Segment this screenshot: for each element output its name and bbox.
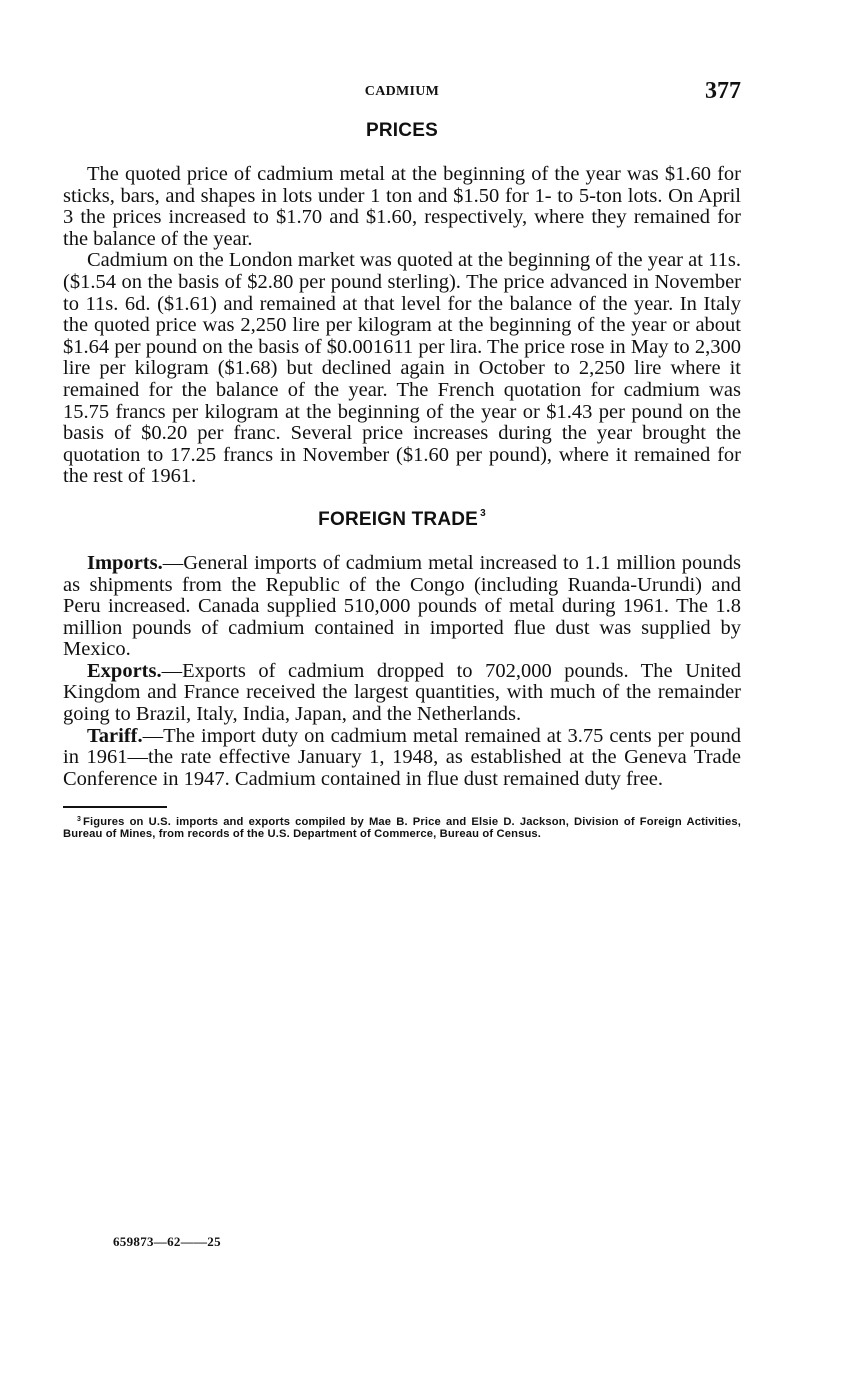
imports-paragraph bbox=[63, 553, 741, 661]
prices-paragraph-2: Cadmium on the London market was quoted at the beginning of the year at 11s. ($1.54 on the basis of $2.80 per pound sterling). The price advanced in November to 11s. 6d. ($1.61) and remained at that level for the balance of the year. In Italy the quoted price was 2,250 lire per kilogram at the beginning of the year or about $1.64 per pound on the basis of $0.001611 per lira. The price rose in May to 2,300 lire per kilogram ($1.68) but declined again in October to 2,250 lire where it remained for the balance of the year. The French quotation for cadmium was 15.75 francs per kilogram at the beginning of the year or $1.43 per pound on the basis of $0.20 per franc. Several price increases during the year brought the quotation to 17.25 francs in November ($1.60 per pound), where it remained for the rest of 1961. bbox=[63, 249, 741, 488]
exports-label: Exports. bbox=[87, 659, 162, 682]
section-heading-prices: PRICES bbox=[366, 120, 438, 141]
footnote bbox=[63, 814, 741, 840]
page bbox=[63, 78, 741, 840]
exports-text: —Exports of cadmium dropped to 702,000 pounds. The United Kingdom and France received the largest quantities, with much of the remainder going to Brazil, Italy, India, Japan, and the Netherlands. bbox=[63, 659, 741, 726]
imports-text: —General imports of cadmium metal increased to 1.1 million pounds as shipments from the Republic of the Congo (including Ruanda-Urundi) and Peru increased. Canada supplied 510,000 pounds of metal during 1961. The 1.8 million pounds of cadmium contained in imported flue dust was supplied by Mexico. bbox=[63, 551, 741, 661]
tariff-label: Tariff. bbox=[87, 724, 143, 747]
tariff-text: —The import duty on cadmium metal remained at 3.75 cents per pound in 1961—the rate effective January 1, 1948, as established at the Geneva Trade Conference in 1947. Cadmium contained in flue dust remained duty free. bbox=[63, 724, 741, 790]
exports-paragraph bbox=[63, 661, 741, 726]
prices-paragraph-1: The quoted price of cadmium metal at the beginning of the year was $1.60 for sticks, bars, and shapes in lots under 1 ton and $1.50 for 1- to 5-ton lots. On April 3 the prices increased to $1.70 and $1.60, respectively, where they remained for the balance of the year. bbox=[63, 163, 741, 250]
running-header bbox=[63, 78, 741, 110]
page-number: 377 bbox=[705, 78, 741, 104]
foreign-trade-heading-text: FOREIGN TRADE bbox=[318, 508, 479, 530]
section-heading-foreign-trade bbox=[63, 508, 741, 531]
footnote-text: Figures on U.S. imports and exports compiled by Mae B. Price and Elsie D. Jackson, Division of Foreign Activities, Bureau of Mines, from records of the U.S. Department of Commerce, Bureau of Census. bbox=[63, 816, 741, 841]
footnote-reference: 3 bbox=[480, 507, 486, 519]
imports-label: Imports. bbox=[87, 551, 163, 574]
footnote-divider bbox=[63, 806, 167, 808]
running-title: CADMIUM bbox=[364, 84, 440, 99]
print-code: 659873—62——25 bbox=[113, 1234, 221, 1249]
footnote-marker: 3 bbox=[77, 816, 82, 824]
tariff-paragraph bbox=[63, 726, 741, 791]
